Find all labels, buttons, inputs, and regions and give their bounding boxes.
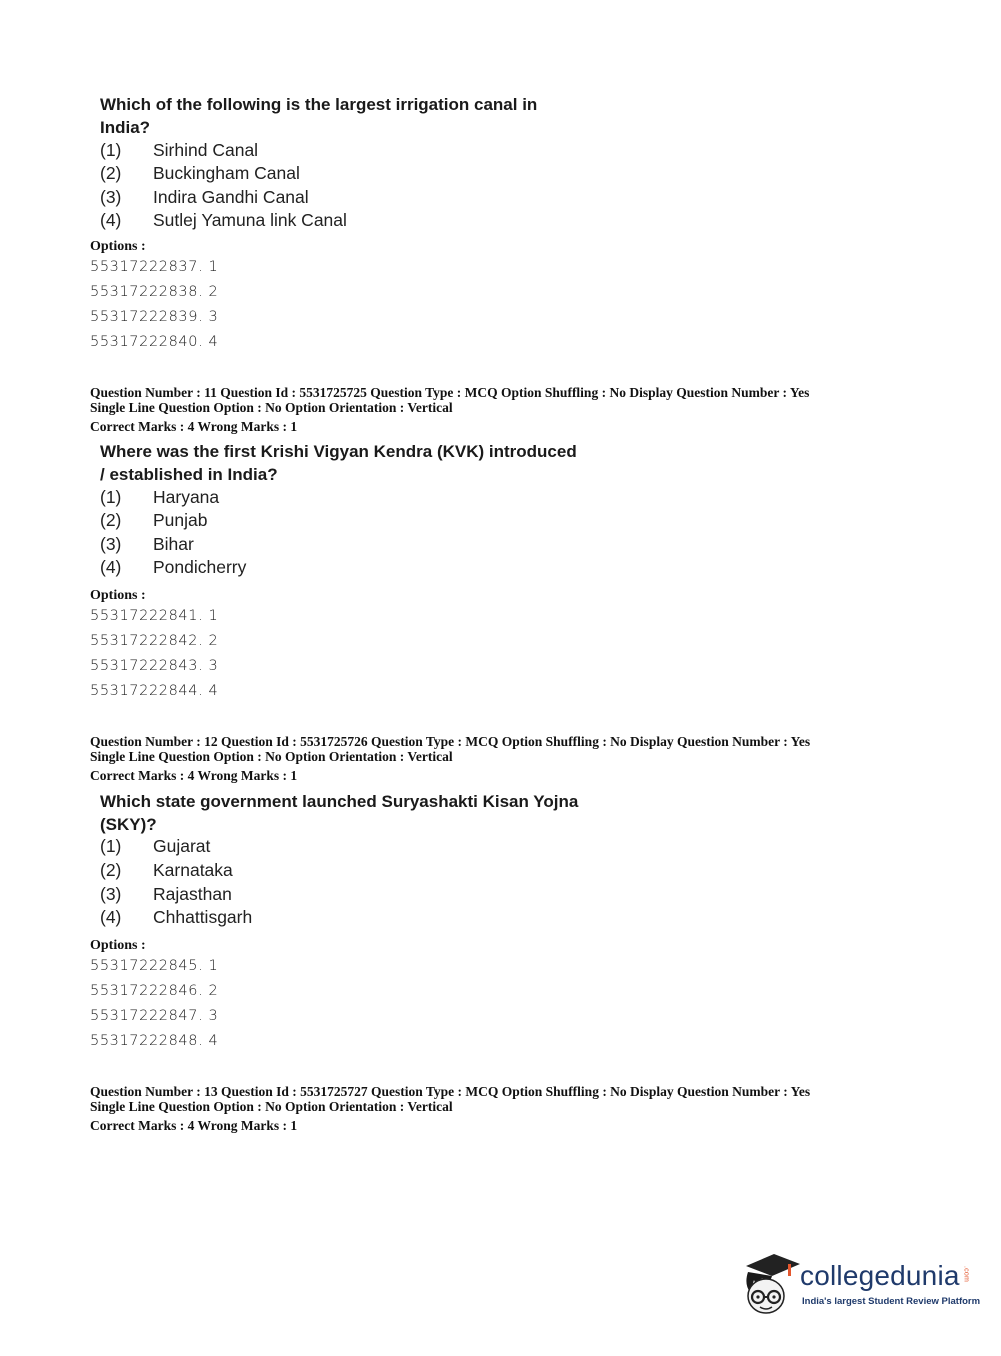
mascot-icon [740, 1250, 802, 1320]
choice-number: (4) [100, 210, 122, 230]
option-id: 55317222841. 1 [90, 608, 219, 624]
meta-line: Single Line Question Option : No Option Orientation : Vertical [90, 400, 453, 415]
choice-number: (4) [100, 907, 122, 927]
choice-4 [100, 209, 347, 233]
logo-name: collegedunia [800, 1260, 960, 1291]
choice-1 [100, 486, 219, 510]
choice-text: Sutlej Yamuna link Canal [153, 210, 347, 230]
question-line: (SKY)? [100, 815, 157, 834]
option-id: 55317222840. 4 [90, 334, 219, 350]
choice-text: Gujarat [153, 836, 211, 856]
question-text [100, 440, 620, 486]
marks-line: Correct Marks : 4 Wrong Marks : 1 [90, 419, 298, 434]
option-id: 55317222844. 4 [90, 683, 219, 699]
question-line: Which state government launched Suryashakti Kisan Yojna [100, 792, 579, 811]
choice-text: Punjab [153, 510, 208, 530]
option-id: 55317222842. 2 [90, 633, 219, 649]
choice-4 [100, 906, 252, 930]
choice-1 [100, 139, 258, 163]
choice-text: Bihar [153, 534, 194, 554]
choice-2 [100, 859, 233, 883]
choice-number: (1) [100, 487, 122, 507]
option-id: 55317222837. 1 [90, 259, 219, 275]
choice-number: (3) [100, 187, 122, 207]
question-line: Which of the following is the largest irrigation canal in [100, 95, 538, 114]
question-meta [90, 1084, 810, 1114]
choice-number: (4) [100, 557, 122, 577]
logo-tagline: India's largest Student Review Platform [802, 1296, 981, 1307]
option-id: 55317222848. 4 [90, 1033, 219, 1049]
choice-3 [100, 883, 232, 907]
choice-text: Haryana [153, 487, 220, 507]
choice-text: Buckingham Canal [153, 163, 300, 183]
choice-text: Rajasthan [153, 884, 232, 904]
option-id: 55317222838. 2 [90, 284, 219, 300]
question-meta [90, 734, 810, 764]
option-id: 55317222847. 3 [90, 1008, 219, 1024]
options-label: Options : [90, 239, 146, 254]
meta-line: Question Number : 11 Question Id : 5531725725 Question Type : MCQ Option Shuffling : No Display Question Number : Yes [90, 385, 810, 400]
question-line: / established in India? [100, 465, 278, 484]
meta-line: Single Line Question Option : No Option Orientation : Vertical [90, 1099, 453, 1114]
choice-number: (3) [100, 884, 122, 904]
choice-number: (2) [100, 163, 122, 183]
question-text [100, 790, 620, 836]
choice-text: Sirhind Canal [153, 140, 259, 160]
meta-line: Single Line Question Option : No Option Orientation : Vertical [90, 749, 453, 764]
question-line: India? [100, 118, 151, 137]
logo-suffix: .com [962, 1266, 970, 1282]
choice-1 [100, 835, 210, 859]
choice-text: Karnataka [153, 860, 233, 880]
choice-2 [100, 162, 300, 186]
options-label: Options : [90, 938, 146, 953]
collegedunia-logo [740, 1250, 980, 1320]
choice-number: (1) [100, 140, 122, 160]
choice-number: (3) [100, 534, 122, 554]
choice-number: (2) [100, 860, 122, 880]
question-meta [90, 385, 809, 415]
question-line: Where was the first Krishi Vigyan Kendra (KVK) introduced [100, 442, 577, 461]
marks-line: Correct Marks : 4 Wrong Marks : 1 [90, 1118, 298, 1133]
choice-2 [100, 509, 208, 533]
option-id: 55317222845. 1 [90, 958, 219, 974]
choice-text: Indira Gandhi Canal [153, 187, 309, 207]
question-text [100, 93, 620, 139]
option-id: 55317222843. 3 [90, 658, 219, 674]
marks-line: Correct Marks : 4 Wrong Marks : 1 [90, 768, 298, 783]
meta-line: Question Number : 12 Question Id : 5531725726 Question Type : MCQ Option Shuffling : No Display Question Number : Yes [90, 734, 811, 749]
option-id: 55317222839. 3 [90, 309, 219, 325]
options-label: Options : [90, 588, 146, 603]
logo-wordmark [800, 1260, 970, 1292]
choice-text: Pondicherry [153, 557, 247, 577]
choice-text: Chhattisgarh [153, 907, 253, 927]
choice-3 [100, 533, 194, 557]
meta-line: Question Number : 13 Question Id : 5531725727 Question Type : MCQ Option Shuffling : No Display Question Number : Yes [90, 1084, 811, 1099]
choice-number: (2) [100, 510, 122, 530]
choice-4 [100, 556, 246, 580]
choice-number: (1) [100, 836, 122, 856]
choice-3 [100, 186, 309, 210]
option-id: 55317222846. 2 [90, 983, 219, 999]
